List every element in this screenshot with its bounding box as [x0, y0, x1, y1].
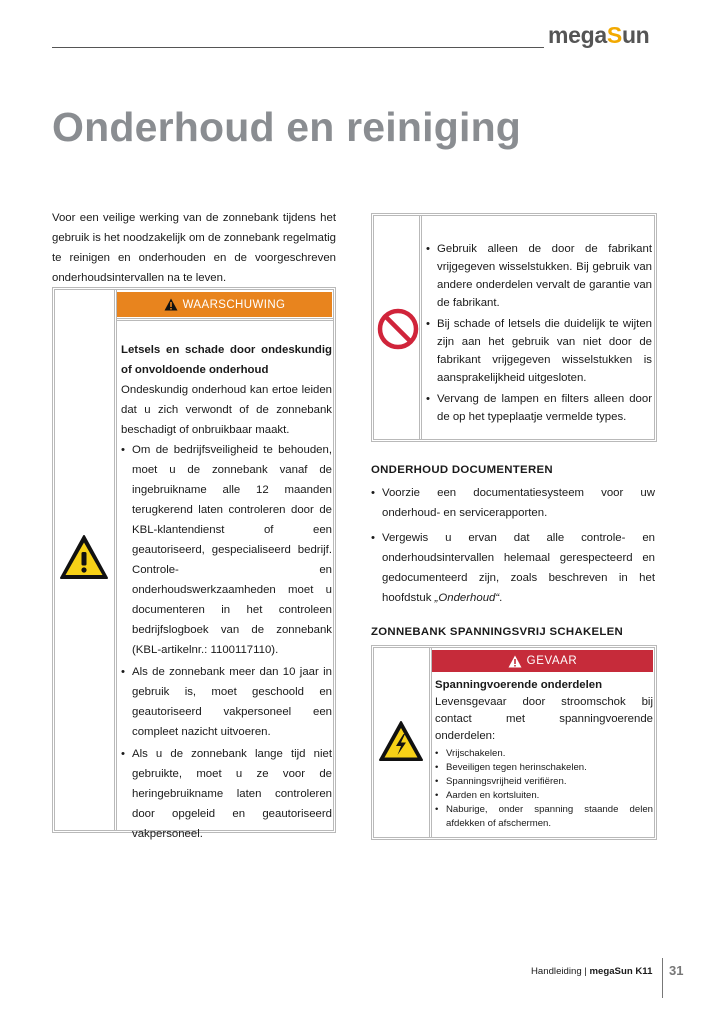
warning-header-rule: [117, 318, 333, 321]
warning-list: [121, 440, 332, 844]
small-warning-icon: [164, 298, 178, 311]
footer-manual: Handleiding |: [531, 966, 590, 977]
prohibition-list: [426, 240, 652, 429]
danger-list-item: • Beveiligen tegen herinschakelen.: [435, 761, 653, 775]
documentation-list-item: • Voorzie een documentatiesysteem voor uw onderhoud- en servicerapporten.: [371, 483, 655, 523]
danger-label: GEVAAR: [526, 655, 578, 667]
warning-list-item: • Om de bedrijfsveiligheid te behouden, moet u de zonnebank vanaf de ingebruikname alle 12 maanden terugkerend laten controleren door de KBL-klantendienst of een geautoriseerd, gespecialiseerd bedrijf. Controle- en onderhoudswerkzaamheden moet u documenteren in het controleen bedrijfslogboek van de zonnebank (KBL-artikelnr.: 1100117110).: [121, 440, 332, 660]
high-voltage-icon: [378, 720, 424, 767]
danger-list-item: • Spanningsvrijheid verifiëren.: [435, 775, 653, 789]
warning-list-item: • Als de zonnebank meer dan 10 jaar in gebruik is, moet geschoold en geautoriseerd vakpersoneel een compleet nazicht uitvoeren.: [121, 662, 332, 742]
danger-heading: Spanningvoerende onderdelen: [435, 679, 603, 691]
prohibition-box-divider: [419, 216, 422, 439]
warning-box-divider: [114, 290, 117, 830]
footer-product: megaSun K11: [589, 966, 653, 977]
warning-list-item: • Als u de zonnebank lange tijd niet gebruikte, moet u ze voor de heringebruikname laten controleren door opgeleid en geautoriseerd vakpersoneel.: [121, 744, 332, 844]
danger-header: [432, 650, 653, 672]
danger-box-divider: [429, 648, 432, 837]
danger-list-item: • Vrijschakelen.: [435, 747, 653, 761]
logo-text-s: S: [606, 22, 622, 48]
disconnect-title: ZONNEBANK SPANNINGSVRIJ SCHAKELEN: [371, 626, 624, 638]
warning-box: [52, 287, 336, 840]
page-title: Onderhoud en reiniging: [52, 104, 522, 150]
documentation-list-item: [371, 528, 655, 608]
intro-paragraph: Voor een veilige werking van de zonnebank tijdens het gebruik is het noodzakelijk om de zonnebank regelmatig te reinigen en onderhouden en de voorgeschreven onderhoudsintervallen na te leven.: [52, 212, 336, 284]
prohibition-list-item: • Vervang de lampen en filters alleen door de op het typeplaatje vermelde types.: [426, 390, 652, 426]
megasun-logo: [548, 22, 649, 49]
chapter-reference: „Onderhoud“: [434, 592, 500, 604]
logo-text-un: un: [621, 22, 650, 48]
prohibition-list-item: • Bij schade of letsels die duidelijk te wijten zijn aan het gebruik van niet door de fabrikant vrijgegeven wisselstukken is aansprakelijkheid uitgesloten.: [426, 315, 652, 387]
danger-text: Levensgevaar door stroomschok bij contact met spanningvoerende onderdelen:: [435, 696, 653, 742]
warning-content: [121, 340, 332, 846]
prohibition-icon: [377, 308, 419, 355]
footer-rule: [662, 958, 663, 998]
documentation-list: [371, 483, 655, 613]
logo-text-mega: mega: [548, 22, 607, 48]
warning-triangle-icon: [59, 534, 109, 585]
danger-list-item: • Aarden en kortsluiten.: [435, 789, 653, 803]
warning-heading: Letsels en schade door ondeskundig of onvoldoende onderhoud: [121, 344, 332, 376]
page-number: 31: [669, 963, 684, 978]
prohibition-box: [371, 213, 657, 442]
documentation-title: ONDERHOUD DOCUMENTEREN: [371, 464, 553, 476]
footer-text: [531, 966, 652, 977]
danger-box: [371, 645, 657, 840]
warning-text: Ondeskundig onderhoud kan ertoe leiden dat u zich verwondt of de zonnebank beschadigt of onbruikbaar maakt.: [121, 384, 332, 436]
chapter-reference-end: .: [499, 592, 503, 604]
documentation-item-text: Vergewis u ervan dat alle controle- en onderhoudsintervallen helemaal gerespecteerd en gedocumenteerd zijn, zoals beschreven in het hoofdstuk: [382, 532, 655, 604]
prohibition-list-item: • Gebruik alleen de door de fabrikant vrijgegeven wisselstukken. Bij gebruik van andere onderdelen vervalt de garantie van de fabrikant.: [426, 240, 652, 312]
danger-content: [435, 677, 653, 831]
header-rule: [52, 47, 544, 48]
warning-label: WAARSCHUWING: [182, 298, 286, 311]
small-warning-icon: [508, 655, 522, 668]
danger-list-item: • Naburige, onder spanning staande delen afdekken of afschermen.: [435, 803, 653, 831]
warning-header: [117, 292, 332, 317]
danger-list: [435, 747, 653, 831]
